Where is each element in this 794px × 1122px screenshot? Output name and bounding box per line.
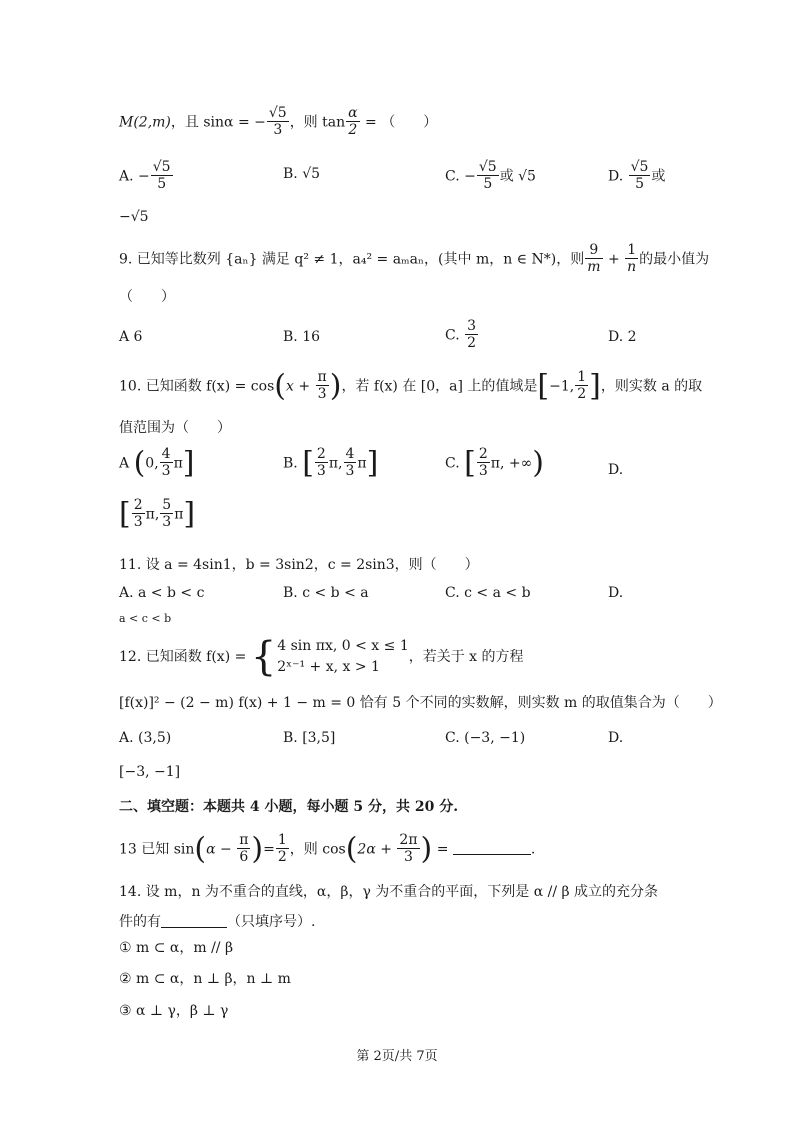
q13-two-pi: 2π xyxy=(399,832,418,848)
q9-option-b[interactable]: B. 16 xyxy=(283,329,321,345)
q13-half-num: 1 xyxy=(277,832,287,848)
q12-equation: [f(x)]² − (2 − m) f(x) + 1 − m = 0 恰有 5 个不同的实数解，则实数 m 的取值集合为（ ） xyxy=(119,695,722,711)
q13-pi: π xyxy=(239,832,249,848)
q13-equals2: = xyxy=(432,841,453,858)
q12-stem-tail: ，若关于 x 的方程 xyxy=(408,649,524,665)
q8-opt-a-minus: − xyxy=(138,168,150,185)
q10-stem-text: 10. 已知函数 f(x) = cos xyxy=(119,378,275,395)
q12-case1: 4 sin πx, 0 < x ≤ 1 xyxy=(277,638,409,654)
q10-bracket-close: ] xyxy=(589,368,601,404)
q8-opt-d-den: 5 xyxy=(635,176,645,193)
q13-equals: = xyxy=(263,841,275,858)
q11-stem: 11. 设 a = 4sin1，b = 3sin2，c = 2sin3，则（ ） xyxy=(119,557,479,573)
q14-item-1: ① m ⊂ α，m // β xyxy=(119,940,234,956)
q13-half xyxy=(276,833,289,865)
q8-tan-num: α xyxy=(348,105,358,121)
q8-opt-c-fraction xyxy=(477,160,499,192)
q10-three: 3 xyxy=(317,386,327,403)
page-footer: 第 2页/共 7页 xyxy=(356,1049,438,1064)
q14-item-3: ③ α ⊥ γ，β ⊥ γ xyxy=(119,1003,229,1019)
q13-alpha: α − xyxy=(206,841,237,858)
q10-option-d-wrap xyxy=(119,498,195,530)
q13-stem-text: 13 已知 sin xyxy=(119,841,195,858)
q12-stem-text: 12. 已知函数 f(x) = xyxy=(119,649,247,665)
q10-stem-wrap: 值范围为（ ） xyxy=(119,420,231,436)
q13-two-alpha: 2α + xyxy=(357,841,397,858)
q8-opt-c-num: √5 xyxy=(478,159,497,175)
q10-option-c[interactable] xyxy=(445,447,544,479)
q9-f1-den: m xyxy=(587,259,601,276)
q10-opt-d-num1: 2 xyxy=(133,497,143,513)
q8-opt-c-den: 5 xyxy=(483,176,493,193)
q10-opt-d-pi1: π, xyxy=(145,506,160,523)
q10-opt-d-den1: 3 xyxy=(133,514,143,531)
q8-stem-text: ，且 sinα = − xyxy=(170,114,266,131)
q10-opt-d-fraction1 xyxy=(132,498,145,530)
q12-option-c[interactable]: C. (−3, −1) xyxy=(445,730,526,746)
q10-opt-c-open: [ xyxy=(464,445,476,481)
q10-opt-b-open: [ xyxy=(302,445,314,481)
q10-opt-b-close: ] xyxy=(366,445,379,481)
q9-answer-paren: （ ） xyxy=(119,289,175,305)
q9-fraction-1n xyxy=(625,243,638,275)
q8-sin-fraction xyxy=(267,106,289,138)
q13-paren1-close: ) xyxy=(251,831,264,867)
q13-stem xyxy=(119,833,535,865)
q13-paren1-open: ( xyxy=(194,831,207,867)
q12-stem xyxy=(119,636,524,678)
q10-opt-d-close: ] xyxy=(183,496,196,532)
q10-range-num: 1 xyxy=(577,369,587,385)
q10-opt-a-close: ] xyxy=(182,445,195,481)
q13-answer-blank[interactable] xyxy=(453,840,531,855)
q10-opt-b-fraction2 xyxy=(344,447,357,479)
q12-cases xyxy=(277,636,408,678)
q8-opt-c-tail: 或 √5 xyxy=(499,168,536,185)
q10-x: x + xyxy=(285,378,315,395)
q13-paren2-close: ) xyxy=(420,831,433,867)
q10-opt-a-lead: 0, xyxy=(145,455,159,472)
q11-option-d-wrap: a < c < b xyxy=(119,612,172,625)
q13-2pi-over-3 xyxy=(397,833,419,865)
q9-opt-c-den: 2 xyxy=(467,335,477,352)
q11-option-b[interactable]: B. c < b < a xyxy=(283,585,369,601)
q10-pi: π xyxy=(317,369,327,385)
q8-stem xyxy=(119,106,437,138)
q12-option-d[interactable]: D. xyxy=(608,730,624,746)
q9-opt-c-label: C. xyxy=(445,327,460,344)
q8-opt-a-label: A. xyxy=(119,168,134,185)
q8-opt-d-fraction xyxy=(629,160,651,192)
q8-point: M(2,m) xyxy=(119,114,171,131)
q8-opt-a-fraction xyxy=(151,160,173,192)
q13-paren2-open: ( xyxy=(345,831,358,867)
q10-stem xyxy=(119,370,702,402)
q10-range-den: 2 xyxy=(577,386,587,403)
q8-opt-d-tail: 或 xyxy=(651,168,666,185)
section-heading: 二、填空题：本题共 4 小题，每小题 5 分，共 20 分. xyxy=(119,799,459,815)
q10-pi-over-3 xyxy=(316,370,329,402)
q12-case2: 2ˣ⁻¹ + x, x > 1 xyxy=(277,659,380,675)
q13-six: 6 xyxy=(239,849,249,866)
q10-stem-text3: ，则实数 a 的取 xyxy=(600,378,703,395)
q9-fraction-9m xyxy=(585,243,602,275)
q8-answer-paren: = （ ） xyxy=(360,114,438,131)
q8-option-b[interactable]: B. √5 xyxy=(283,166,321,182)
q13-half-den: 2 xyxy=(277,849,287,866)
q8-tan-fraction xyxy=(346,106,359,138)
q8-opt-c-minus: − xyxy=(464,168,476,185)
q10-opt-b-num2: 4 xyxy=(345,446,355,462)
q9-opt-c-fraction xyxy=(465,319,478,351)
q13-pi-over-6 xyxy=(237,833,250,865)
q10-opt-d-den2: 3 xyxy=(162,514,172,531)
q13-three: 3 xyxy=(404,849,413,866)
q11-option-c[interactable]: C. c < a < b xyxy=(445,585,531,601)
q8-opt-d-num: √5 xyxy=(630,159,649,175)
q10-opt-a-num: 4 xyxy=(161,446,171,462)
q9-stem xyxy=(119,243,709,275)
q10-opt-c-tail: π, +∞ xyxy=(490,455,533,472)
q10-opt-b-pi1: π, xyxy=(328,455,343,472)
q10-opt-b-pi2: π xyxy=(357,455,367,472)
q10-paren-close: ) xyxy=(329,368,342,404)
q13-period: . xyxy=(530,841,536,858)
q13-stem-text2: ，则 cos xyxy=(289,841,346,858)
q10-opt-b-num1: 2 xyxy=(316,446,326,462)
q10-option-d[interactable]: D. xyxy=(608,462,624,478)
q10-opt-b-fraction1 xyxy=(315,447,328,479)
q9-option-c[interactable] xyxy=(445,319,479,351)
q10-opt-c-num: 2 xyxy=(478,446,488,462)
q8-option-d-wrap: −√5 xyxy=(119,209,149,225)
q10-opt-c-fraction xyxy=(477,447,490,479)
q14-stem-text2: 件的有 xyxy=(119,914,161,930)
q8-option-c[interactable] xyxy=(445,160,536,192)
q8-sin-den: 3 xyxy=(273,122,283,139)
q9-stem-text2: 的最小值为 xyxy=(639,251,710,268)
q11-option-a[interactable]: A. a < b < c xyxy=(119,585,205,601)
q12-option-b[interactable]: B. [3,5] xyxy=(283,730,336,746)
q10-opt-b-den2: 3 xyxy=(345,463,355,480)
q9-opt-c-num: 3 xyxy=(467,318,477,334)
q9-option-d[interactable]: D. 2 xyxy=(608,329,637,345)
q8-opt-a-num: √5 xyxy=(152,159,171,175)
q10-opt-a-label: A xyxy=(119,455,130,472)
q10-stem-text2: ，若 f(x) 在 [0，a] 上的值域是 xyxy=(341,378,538,395)
q9-f2-num: 1 xyxy=(625,243,638,259)
q8-sin-num: √5 xyxy=(268,105,287,121)
q10-opt-a-pi: π xyxy=(173,455,183,472)
q8-opt-c-label: C. xyxy=(445,168,460,185)
q10-opt-d-open: [ xyxy=(119,496,131,532)
q12-brace: { xyxy=(250,634,277,680)
q10-opt-a-open: ( xyxy=(133,445,146,481)
q8-tan-den: 2 xyxy=(348,122,358,139)
q9-plus: + xyxy=(603,251,625,268)
q10-range-fraction xyxy=(575,370,588,402)
q9-f2-den: n xyxy=(627,259,637,276)
q10-opt-c-den: 3 xyxy=(478,463,488,480)
q12-option-d-wrap: [−3, −1] xyxy=(119,764,181,780)
q10-opt-d-num2: 5 xyxy=(162,497,172,513)
q10-paren-open: ( xyxy=(274,368,286,404)
q8-opt-a-den: 5 xyxy=(157,176,167,193)
q12-option-a[interactable]: A. (3,5) xyxy=(119,730,172,746)
q10-option-a[interactable] xyxy=(119,447,195,479)
q10-range-lead: −1, xyxy=(549,378,575,395)
q14-item-2: ② m ⊂ α，n ⊥ β，n ⊥ m xyxy=(119,971,291,987)
q10-opt-b-label: B. xyxy=(283,455,298,472)
q10-bracket-open: [ xyxy=(537,368,550,404)
q14-stem: 14. 设 m，n 为不重合的直线，α，β，γ 为不重合的平面，下列是 α // β 成立的充分条 xyxy=(119,884,659,900)
q10-opt-c-label: C. xyxy=(445,455,460,472)
q10-opt-d-fraction2 xyxy=(160,498,173,530)
q8-opt-d-label: D. xyxy=(608,168,624,185)
q9-stem-text: 9. 已知等比数列 {aₙ} 满足 q² ≠ 1，a₄² = aₘaₙ，(其中 m，n ∈ N*)，则 xyxy=(119,251,585,268)
q8-option-d[interactable] xyxy=(608,160,665,192)
q10-opt-c-close: ) xyxy=(532,445,544,481)
q14-answer-blank[interactable] xyxy=(161,913,227,928)
q14-stem-text3: （只填序号）. xyxy=(227,914,316,930)
q10-option-b[interactable] xyxy=(283,447,378,479)
q9-option-a[interactable]: A 6 xyxy=(119,329,143,345)
q10-opt-b-den1: 3 xyxy=(316,463,326,480)
q9-f1-num: 9 xyxy=(585,243,602,259)
q10-opt-d-pi2: π xyxy=(174,506,184,523)
q8-option-a[interactable] xyxy=(119,160,174,192)
q14-stem-wrap xyxy=(119,913,315,931)
q10-opt-a-den: 3 xyxy=(161,463,171,480)
q8-stem-text2: ，则 tan xyxy=(289,114,346,131)
q10-opt-a-fraction xyxy=(160,447,173,479)
q11-option-d[interactable]: D. xyxy=(608,585,624,601)
